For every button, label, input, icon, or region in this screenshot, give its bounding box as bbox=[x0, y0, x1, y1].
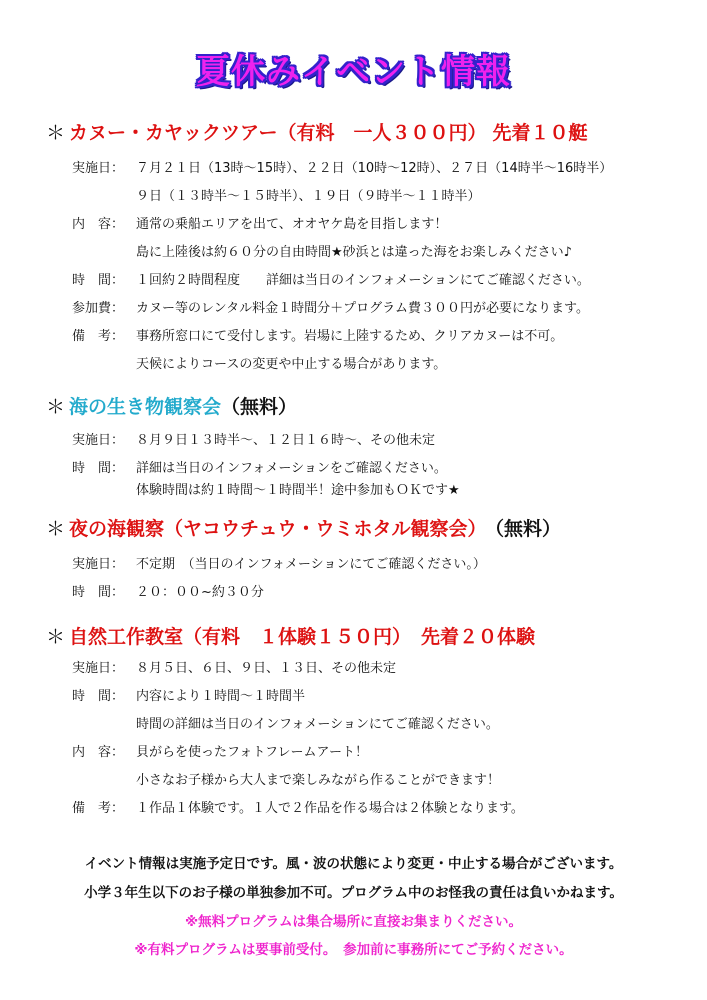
asterisk-bullet: ＊ bbox=[46, 626, 66, 648]
row-value: 事務所窓口にて受付します。岩場に上陸するため、クリアカヌーは不可。 bbox=[136, 329, 564, 344]
row-value: カヌー等のレンタル料金１時間分＋プログラム費３００円が必要になります。 bbox=[136, 301, 589, 316]
footer-notice-paid-programs: ※有料プログラムは要事前受付。 参加前に事務所にてご予約ください。 bbox=[134, 942, 573, 958]
section-night-sea-heading bbox=[46, 514, 561, 541]
row-value: 詳細は当日のインフォメーションをご確認ください。 bbox=[136, 461, 447, 476]
footer-notice-schedule: イベント情報は実施予定日です。風・波の状態により変更・中止する場合がございます。 bbox=[84, 856, 623, 872]
row-label: 実施日： bbox=[72, 161, 125, 176]
section-sea-creatures-heading bbox=[46, 392, 297, 419]
row-label: 実施日： bbox=[72, 557, 125, 572]
sea-creatures-fee: （無料） bbox=[221, 396, 298, 418]
row-value: ８月５日、６日、９日、１３日、その他未定 bbox=[136, 661, 397, 676]
asterisk-bullet: ＊ bbox=[46, 518, 66, 540]
section-craft-heading bbox=[46, 622, 535, 649]
footer-notice-free-programs: ※無料プログラムは集合場所に直接お集まりください。 bbox=[185, 914, 522, 930]
row-value: １作品１体験です。１人で２作品を作る場合は２体験となります。 bbox=[136, 801, 524, 816]
row-label: 時 間： bbox=[72, 273, 125, 288]
asterisk-bullet: ＊ bbox=[46, 396, 66, 418]
row-label: 内 容： bbox=[72, 745, 125, 760]
row-value: ８月９日１３時半～、１２日１６時～、その他未定 bbox=[136, 433, 436, 448]
canoe-title: カヌー・カヤックツアー bbox=[69, 122, 278, 144]
craft-fee: （有料 １体験１５０円） bbox=[183, 626, 412, 648]
row-value: ７月２１日（13時～15時）、２２日（10時～12時）、２７日（14時半～16時半） bbox=[136, 161, 613, 176]
row-value: ２０：００~約３０分 bbox=[136, 585, 264, 600]
footer-notice-children: 小学３年生以下のお子様の単独参加不可。プログラム中のお怪我の責任は負いかねます。 bbox=[84, 885, 623, 901]
row-label: 備 考： bbox=[72, 801, 125, 816]
row-value: 天候によりコースの変更や中止する場合があります。 bbox=[136, 357, 447, 372]
night-sea-title: 夜の海観察（ヤコウチュウ・ウミホタル観察会） bbox=[69, 518, 487, 540]
row-value: 時間の詳細は当日のインフォメーションにてご確認ください。 bbox=[136, 717, 499, 732]
row-label: 時 間： bbox=[72, 585, 125, 600]
row-label: 時 間： bbox=[72, 461, 125, 476]
sea-creatures-title: 海の生き物観察会 bbox=[69, 396, 222, 418]
asterisk-bullet: ＊ bbox=[46, 122, 66, 144]
row-value: 小さなお子様から大人まで楽しみながら作ることができます！ bbox=[136, 773, 501, 788]
night-sea-fee: （無料） bbox=[494, 518, 561, 540]
row-label: 実施日： bbox=[72, 661, 125, 676]
page-title: 夏休みイベント情報 bbox=[196, 52, 511, 92]
row-value: 通常の乗船エリアを出て、オオヤケ島を目指します！ bbox=[136, 217, 448, 232]
canoe-fee: （有料 一人３００円） bbox=[277, 122, 487, 144]
canoe-limit: 先着１０艇 bbox=[492, 122, 588, 144]
row-label: 参加費： bbox=[72, 301, 125, 316]
row-label: 実施日： bbox=[72, 433, 125, 448]
craft-limit: 先着２０体験 bbox=[421, 626, 536, 648]
row-value: ９日（１３時半～１５時半）、１９日（９時半～１１時半） bbox=[136, 189, 481, 204]
row-value: 体験時間は約１時間～１時間半！途中参加もＯＫです★ bbox=[136, 483, 460, 498]
row-value: 不定期 （当日のインフォメーションにてご確認ください。） bbox=[136, 557, 486, 572]
row-value: 貝がらを使ったフォトフレームアート！ bbox=[136, 745, 369, 760]
row-value: １回約２時間程度 詳細は当日のインフォメーションにてご確認ください。 bbox=[136, 273, 590, 288]
row-value: 内容により１時間～１時間半 bbox=[136, 689, 306, 704]
row-label: 内 容： bbox=[72, 217, 125, 232]
section-canoe-heading bbox=[46, 118, 587, 145]
row-value: 島に上陸後は約６０分の自由時間★砂浜とは違った海をお楽しみください♪ bbox=[136, 245, 572, 260]
row-label: 時 間： bbox=[72, 689, 125, 704]
row-label: 備 考： bbox=[72, 329, 125, 344]
craft-title: 自然工作教室 bbox=[69, 626, 184, 648]
